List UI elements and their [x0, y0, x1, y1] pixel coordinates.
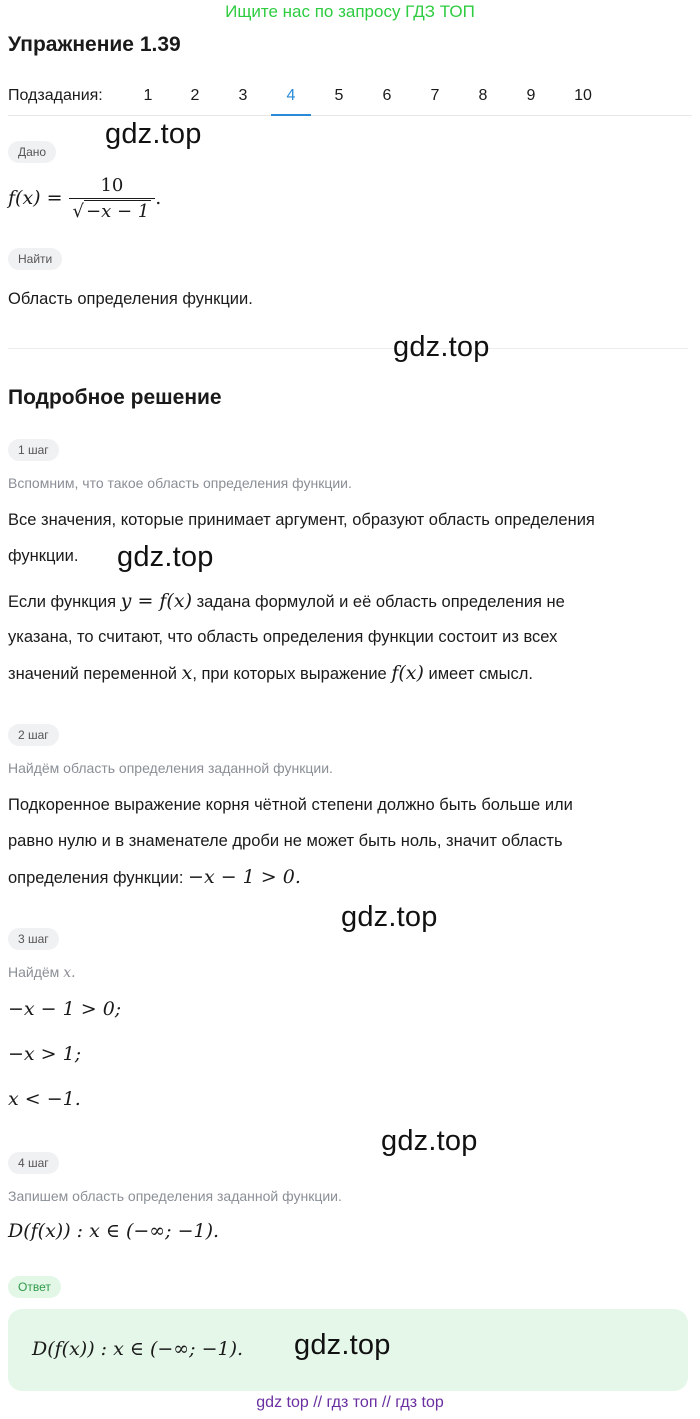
step-3-hint-text: Найдём — [8, 964, 60, 980]
step-2-line3 — [8, 866, 301, 888]
subtasks-nav — [8, 84, 692, 116]
subtask-tab-5[interactable]: 5 — [334, 87, 344, 104]
subtask-tab-10[interactable]: 10 — [574, 87, 592, 104]
search-banner[interactable]: Ищите нас по запросу ГДЗ ТОП — [225, 2, 475, 21]
step-3-eq1: −x − 1 > 0; — [8, 998, 122, 1020]
answer-badge: Ответ — [8, 1276, 61, 1298]
subtask-tab-7[interactable]: 7 — [430, 87, 440, 104]
step-1-p2-line3 — [8, 662, 533, 684]
given-denominator — [69, 198, 156, 222]
subtask-tab-3[interactable]: 3 — [238, 87, 248, 104]
watermark: gdz.top — [105, 118, 202, 150]
watermark: gdz.top — [393, 331, 490, 363]
step-1-p2-b: задана формулой и её область определения не — [196, 593, 565, 611]
step-2-hint: Найдём область определения заданной функции. — [8, 760, 333, 776]
watermark: gdz.top — [341, 901, 438, 933]
given-radicand: −x − 1 — [86, 200, 150, 222]
subtask-tab-6[interactable]: 6 — [382, 87, 392, 104]
step-1-p2-a: Если функция — [8, 593, 117, 611]
step-1-p2-d: , при которых выражение — [192, 665, 387, 683]
step-3-hint-var: x. — [63, 965, 76, 981]
step-1-p1-line2: функции. — [8, 547, 79, 565]
subtask-tab-8[interactable]: 8 — [478, 87, 488, 104]
subtask-tab-9[interactable]: 9 — [526, 87, 536, 104]
given-fraction — [69, 175, 156, 222]
subtask-tab-1[interactable]: 1 — [143, 87, 153, 104]
footer-links[interactable]: gdz top // гдз топ // гдз top — [256, 1394, 444, 1411]
step-2-line2: равно нулю и в знаменателе дроби не может быть ноль, значит область — [8, 832, 563, 850]
find-badge: Найти — [8, 248, 62, 270]
step-3-eq3: x < −1. — [8, 1088, 81, 1110]
answer-text: D(f(x)) : x ∈ (−∞; −1). — [32, 1338, 244, 1360]
step-1-p2-e: имеет смысл. — [428, 665, 533, 683]
step-3-badge: 3 шаг — [8, 928, 59, 950]
step-1-p2-line2: указана, то считают, что область определения функции состоит из всех — [8, 628, 558, 646]
subtask-tab-2[interactable]: 2 — [190, 87, 200, 104]
step-2-badge: 2 шаг — [8, 724, 59, 746]
subtask-tab-4[interactable]: 4 — [271, 87, 311, 116]
step-1-p1-line1: Все значения, которые принимает аргумент, образуют область определения — [8, 511, 595, 529]
step-3-hint — [8, 964, 76, 981]
watermark: gdz.top — [117, 541, 214, 573]
find-text: Область определения функции. — [8, 290, 253, 308]
subtasks-label: Подзадания: — [8, 87, 103, 104]
solution-heading: Подробное решение — [8, 386, 222, 409]
given-tail: . — [155, 187, 162, 209]
sqrt-icon: √ — [72, 200, 85, 222]
step-1-p2-c: значений переменной — [8, 665, 177, 683]
step-1-p2-var: x — [181, 662, 193, 684]
step-1-p2-expr: f(x) — [391, 662, 424, 684]
step-2-line3-formula: −x − 1 > 0. — [188, 866, 301, 888]
step-4-hint: Запишем область определения заданной функции. — [8, 1188, 342, 1204]
step-1-hint: Вспомним, что такое область определения функции. — [8, 475, 352, 491]
step-2-line1: Подкоренное выражение корня чётной степени должно быть больше или — [8, 796, 573, 814]
divider — [8, 348, 688, 349]
step-4-badge: 4 шаг — [8, 1152, 59, 1174]
given-badge: Дано — [8, 141, 56, 163]
step-1-p2-formula: y = f(x) — [120, 590, 192, 612]
given-formula — [8, 170, 161, 226]
watermark: gdz.top — [294, 1329, 391, 1361]
step-2-line3-text: определения функции: — [8, 869, 184, 887]
page-title: Упражнение 1.39 — [8, 33, 181, 56]
given-lhs: f(x) = — [8, 187, 63, 209]
step-1-p2-line1 — [8, 590, 565, 612]
step-1-badge: 1 шаг — [8, 439, 59, 461]
watermark: gdz.top — [381, 1125, 478, 1157]
given-numerator: 10 — [100, 174, 124, 196]
step-4-result: D(f(x)) : x ∈ (−∞; −1). — [8, 1220, 220, 1242]
step-3-eq2: −x > 1; — [8, 1043, 82, 1065]
